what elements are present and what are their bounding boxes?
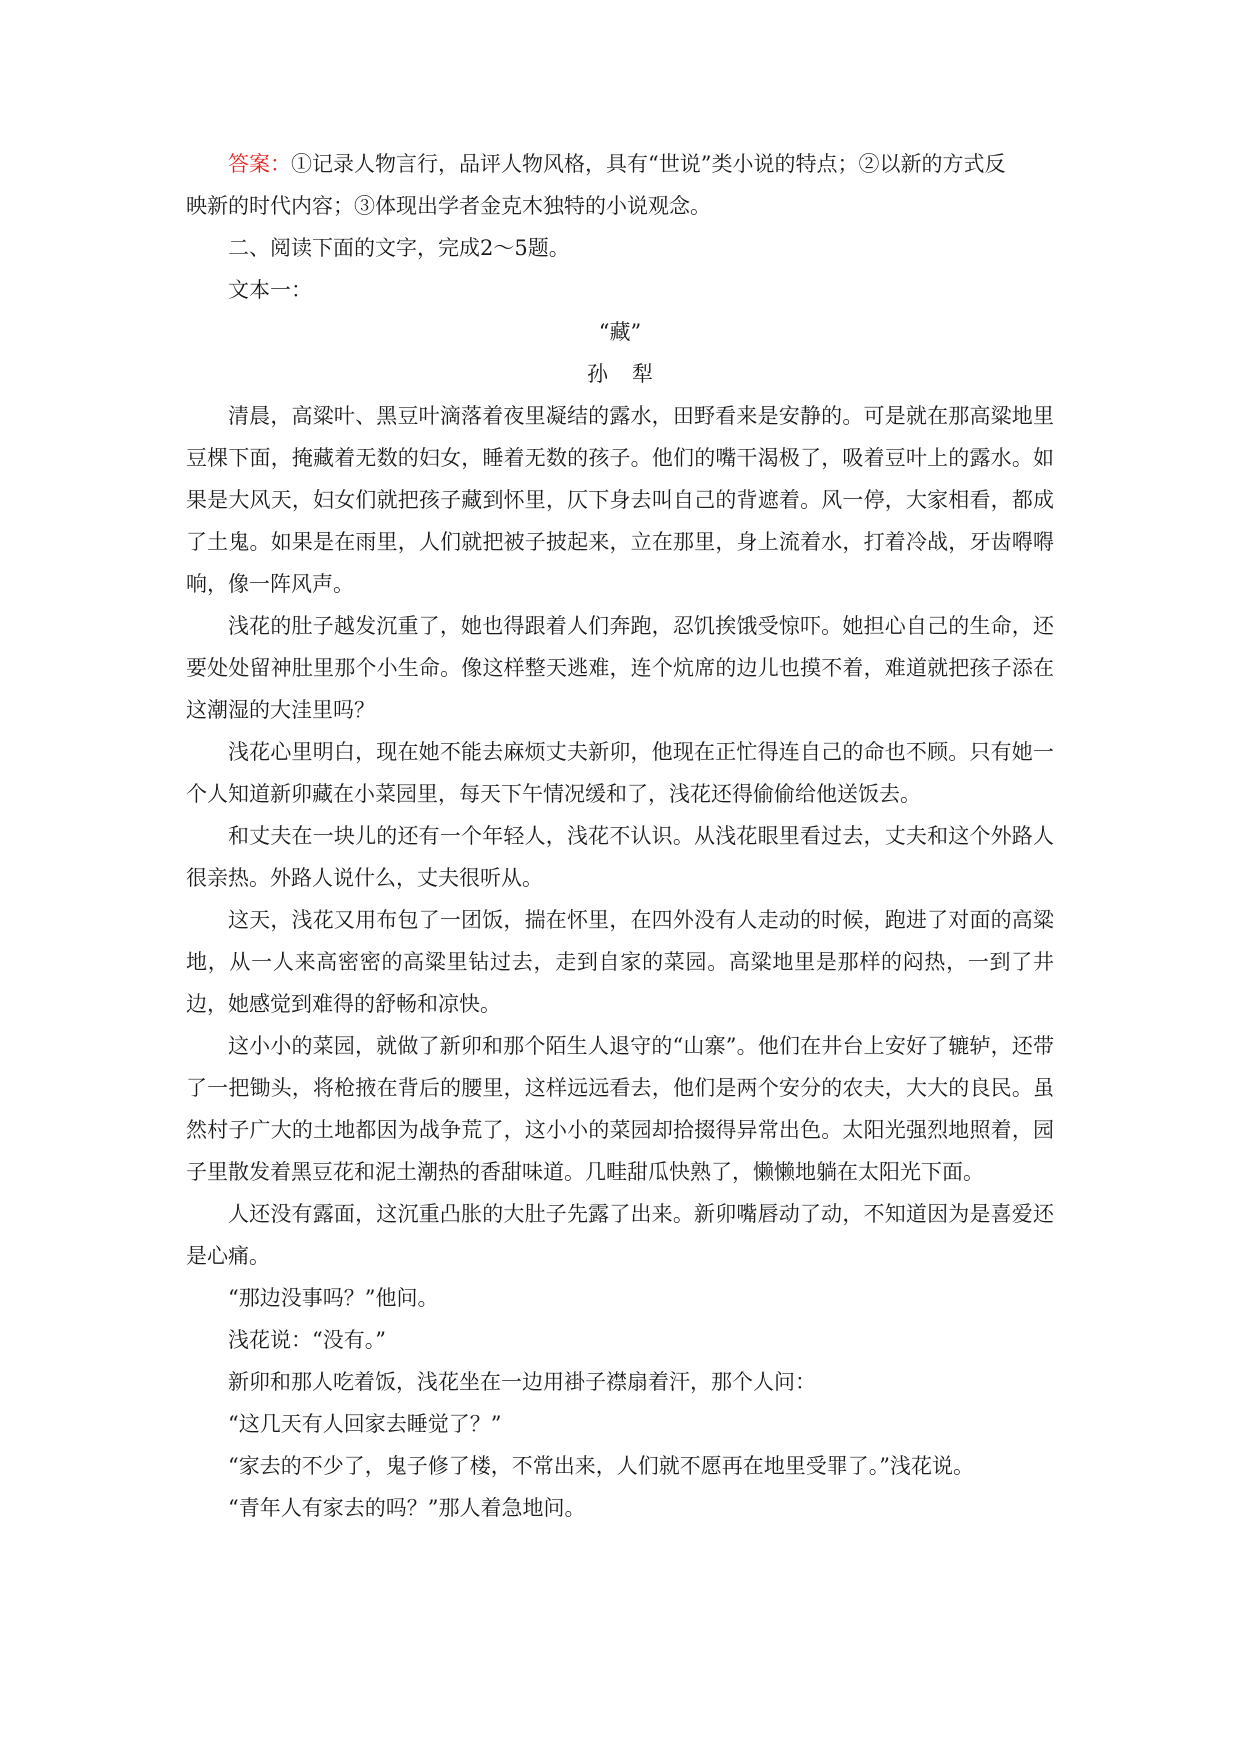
paragraph: “青年人有家去的吗？”那人着急地问。 bbox=[228, 1496, 586, 1520]
text-label: 文本一： bbox=[228, 278, 312, 302]
section-heading: 二、阅读下面的文字，完成2～5题。 bbox=[228, 236, 570, 260]
paragraph: 这小小的菜园，就做了新卯和那个陌生人退守的“山寨”。他们在井台上安好了辘轳，还带了一把锄头，将枪掖在背后的腰里，这样远远看去，他们是两个安分的农夫，大大的良民。虽然村子广大的土地都因为战争荒了，这小小的菜园却拾掇得异常出色。太阳光强烈地照着，园子里散发着黑豆花和泥土潮热的香甜味道。几畦甜瓜快熟了，懒懒地躺在太阳光下面。 bbox=[186, 1034, 1054, 1184]
paragraph: “这几天有人回家去睡觉了？” bbox=[228, 1412, 502, 1436]
story-title: “藏” bbox=[598, 320, 642, 344]
paragraph: 清晨，高粱叶、黑豆叶滴落着夜里凝结的露水，田野看来是安静的。可是就在那高粱地里豆棵下面，掩藏着无数的妇女，睡着无数的孩子。他们的嘴干渴极了，吸着豆叶上的露水。如果是大风天，妇女们就把孩子藏到怀里，仄下身去叫自己的背遮着。风一停，大家相看，都成了土鬼。如果是在雨里，人们就把被子披起来，立在那里，身上流着水，打着冷战，牙齿嘚嘚响，像一阵风声。 bbox=[186, 404, 1054, 596]
answer-line-1 bbox=[186, 143, 1054, 185]
answer-label: 答案： bbox=[228, 152, 291, 176]
answer-text-1: ①记录人物言行，品评人物风格，具有“世说”类小说的特点；②以新的方式反 bbox=[291, 152, 1006, 176]
paragraph: 浅花的肚子越发沉重了，她也得跟着人们奔跑，忍饥挨饿受惊吓。她担心自己的生命，还要处处留神肚里那个小生命。像这样整天逃难，连个炕席的边儿也摸不着，难道就把孩子添在这潮湿的大洼里吗？ bbox=[186, 614, 1054, 722]
paragraph: “那边没事吗？”他问。 bbox=[228, 1286, 439, 1310]
paragraph: 浅花说：“没有。” bbox=[228, 1328, 386, 1352]
answer-line-2: 映新的时代内容；③体现出学者金克木独特的小说观念。 bbox=[186, 194, 711, 218]
paragraph: 浅花心里明白，现在她不能去麻烦丈夫新卯，他现在正忙得连自己的命也不顾。只有她一个人知道新卯藏在小菜园里，每天下午情况缓和了，浅花还得偷偷给他送饭去。 bbox=[186, 740, 1054, 806]
document-page bbox=[186, 143, 1054, 1529]
paragraph: 人还没有露面，这沉重凸胀的大肚子先露了出来。新卯嘴唇动了动，不知道因为是喜爱还是心痛。 bbox=[186, 1202, 1054, 1268]
story-author: 孙犁 bbox=[587, 362, 677, 386]
paragraph: 和丈夫在一块儿的还有一个年轻人，浅花不认识。从浅花眼里看过去，丈夫和这个外路人很亲热。外路人说什么，丈夫很听从。 bbox=[186, 824, 1054, 890]
paragraph: 新卯和那人吃着饭，浅花坐在一边用褂子襟扇着汗，那个人问： bbox=[228, 1370, 816, 1394]
story-author-line bbox=[186, 353, 1054, 395]
paragraph: “家去的不少了，鬼子修了楼，不常出来，人们就不愿再在地里受罪了。”浅花说。 bbox=[228, 1454, 974, 1478]
paragraph: 这天，浅花又用布包了一团饭，揣在怀里，在四外没有人走动的时候，跑进了对面的高粱地，从一人来高密密的高粱里钻过去，走到自家的菜园。高粱地里是那样的闷热，一到了井边，她感觉到难得的舒畅和凉快。 bbox=[186, 908, 1054, 1016]
